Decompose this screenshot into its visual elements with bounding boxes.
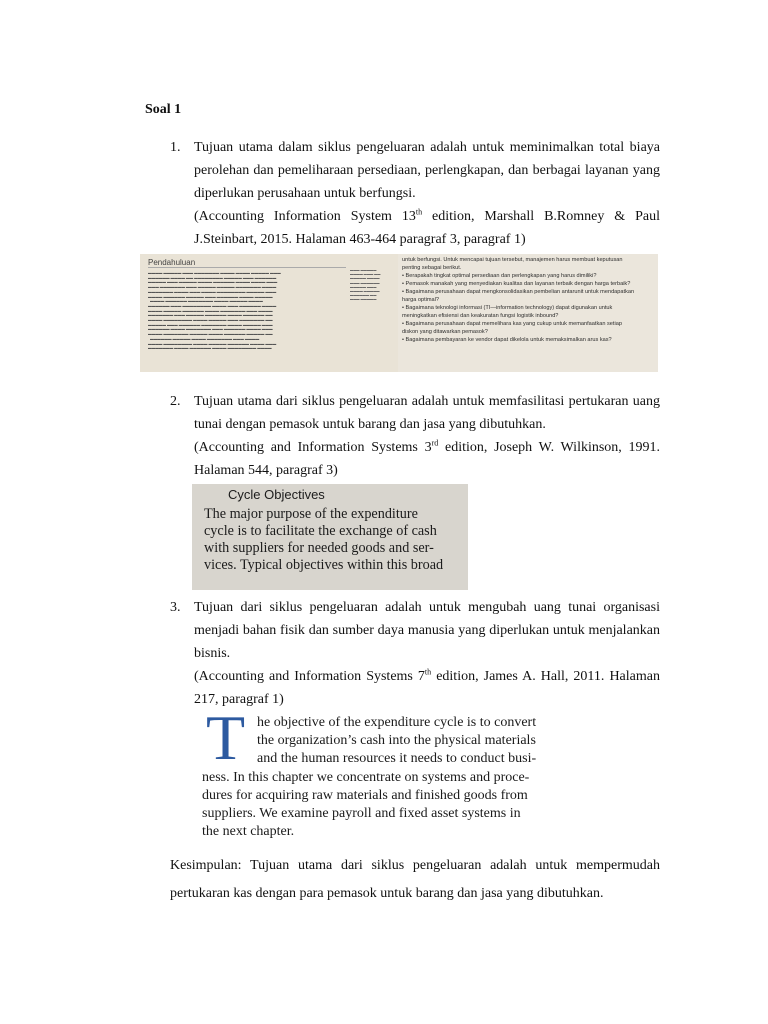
scanned-book-excerpt-2: [192, 484, 468, 590]
item-text: Tujuan utama dalam siklus pengeluaran adalah untuk meminimalkan total biaya perolehan dan pemeliharaan persediaan, perlengkapan, dan berbagai layanan yang diperlukan perusahaan untuk berfungsi.: [194, 140, 660, 201]
section-heading: Soal 1: [145, 102, 182, 117]
list-item-2: [170, 390, 660, 482]
scan-sidebar-illegible: ▬▬▬ ▬▬▬▬▬ ▬▬▬▬ ▬▬▬ ▬▬ ▬▬▬▬▬ ▬▬▬▬ ▬▬▬ ▬▬▬▬▬▬ ▬▬▬▬▬ ▬▬▬ ▬▬▬▬ ▬▬▬▬▬ ▬▬▬▬▬▬ ▬▬ ▬▬▬ ▬▬▬▬▬: [350, 268, 381, 302]
item-number: 1.: [170, 140, 181, 155]
scan-text: he objective of the expenditure cycle is to convert the organization’s cash into the physical materials and the human resources it needs to conduct busi- ness. In this chapter we concentrate on systems and proce- dures for acquiring raw materials and finished goods from suppliers. We examine payroll and fixed asset systems in the next chapter.: [202, 715, 537, 840]
scan-right-column: untuk berfungsi. Untuk mencapai tujuan tersebut, manajemen harus membuat keputusan penting sebagai berikut. • Berapakah tingkat optimal persediaan dan perlengkapan yang harus dimiliki? • Pemasok manakah yang menyediakan kualitas dan layanan terbaik dengan harga terbaik? • Bagaimana perusahaan dapat mengkonsolidasikan pembelian antarunit untuk mendapatkan harga optimal? • Bagaimana teknologi informasi (TI—information technology) dapat digunakan untuk meningkatkan efisiensi dan keakuratan fungsi logistik inbound? • Bagaimana perusahaan dapat memelihara kas yang cukup untuk memanfaatkan setiap diskon yang ditawarkan pemasok? • Bagaimana pembayaran ke vendor dapat dikelola untuk memaksimalkan arus kas?: [398, 254, 658, 372]
scan-illegible-text: ▬▬▬▬ ▬▬▬▬▬ ▬▬▬ ▬▬▬▬▬▬▬ ▬▬▬▬ ▬▬▬▬ ▬▬▬▬▬ ▬▬▬ ▬▬▬▬▬▬ ▬▬▬▬ ▬▬ ▬▬▬▬▬▬▬▬ ▬▬▬▬▬ ▬▬▬ ▬▬▬▬▬▬ ▬▬▬▬▬ ▬▬▬ ▬▬▬▬▬ ▬▬▬▬ ▬▬▬▬▬▬ ▬▬▬▬ ▬▬▬▬ ▬▬▬ ▬▬▬ ▬▬▬▬▬▬▬ ▬▬▬ ▬▬▬▬▬ ▬▬▬▬▬ ▬▬▬▬▬▬▬ ▬▬▬▬ ▬▬▬▬▬▬▬ ▬▬▬▬ ▬▬▬ ▬▬▬▬ ▬▬▬▬▬▬▬▬ ▬▬▬▬▬ ▬▬▬ ▬▬▬▬ ▬▬▬▬▬▬ ▬▬▬▬▬ ▬▬▬ ▬▬▬▬▬▬ ▬▬▬▬ ▬▬▬▬▬ ▬▬▬▬ ▬▬▬▬▬▬ ▬▬▬▬▬▬▬ ▬▬▬▬ ▬▬▬▬▬ ▬▬▬▬ ▬▬▬▬▬▬ ▬▬▬ ▬▬▬▬▬▬▬▬ ▬▬▬▬ ▬▬▬ ▬▬▬▬▬▬ ▬▬▬▬ ▬▬▬▬ ▬▬▬▬▬ ▬▬▬▬▬▬ ▬▬▬▬ ▬▬▬▬▬▬▬ ▬▬▬ ▬▬▬▬ ▬▬▬▬▬▬▬ ▬▬▬ ▬▬▬▬▬ ▬▬▬▬▬▬ ▬▬▬▬ ▬▬▬▬▬▬ ▬▬ ▬▬▬▬ ▬▬▬▬▬▬▬▬ ▬▬▬▬ ▬▬▬▬▬ ▬▬▬ ▬▬▬▬▬▬▬ ▬▬ ▬▬▬▬▬ ▬▬▬ ▬▬▬▬▬▬ ▬▬▬▬▬▬▬ ▬▬▬▬ ▬▬▬▬▬ ▬▬▬ ▬▬▬▬▬▬ ▬▬▬▬ ▬▬▬▬▬▬▬ ▬▬▬ ▬▬▬▬▬▬ ▬▬▬▬ ▬▬▬ ▬▬▬▬ ▬▬▬▬▬▬▬ ▬▬▬▬▬ ▬▬▬▬ ▬▬▬▬▬▬ ▬▬▬▬▬ ▬▬ ▬▬▬▬▬▬ ▬▬▬▬▬ ▬▬▬▬ ▬▬▬▬▬▬▬ ▬▬▬ ▬▬▬▬ ▬▬▬▬ ▬▬▬▬▬▬▬▬ ▬▬▬▬ ▬▬▬▬▬ ▬▬▬▬▬▬ ▬▬▬▬ ▬▬▬ ▬▬▬▬▬▬▬ ▬▬▬▬ ▬▬▬▬▬▬ ▬▬▬▬ ▬▬▬▬▬▬▬▬ ▬▬▬▬: [148, 271, 281, 351]
item-text: Tujuan utama dari siklus pengeluaran adalah untuk memfasilitasi pertukaran uang tunai dengan pemasok untuk barang dan jasa yang dibutuhkan.: [194, 394, 660, 432]
item-reference: (Accounting Information System 13th edition, Marshall B.Romney & Paul J.Steinbart, 2015. Halaman 463-464 paragraf 3, paragraf 1): [194, 207, 660, 247]
conclusion-paragraph: Kesimpulan: Tujuan utama dari siklus pengeluaran adalah untuk mempermudah pertukaran kas dengan para pemasok untuk barang dan jasa yang dibutuhkan.: [170, 858, 660, 901]
item-reference: (Accounting and Information Systems 7th edition, James A. Hall, 2011. Halaman 217, paragraf 1): [194, 667, 660, 707]
scan-title: Cycle Objectives: [228, 487, 325, 502]
item-number: 3.: [170, 600, 181, 615]
scanned-book-excerpt-3: [202, 714, 582, 842]
scan-header: Pendahuluan: [148, 258, 346, 268]
list-item-1: [170, 136, 660, 251]
scan-text: The major purpose of the expenditure cycle is to facilitate the exchange of cash with suppliers for needed goods and ser- vices. Typical objectives within this broad: [204, 506, 444, 573]
drop-cap: T: [206, 714, 246, 773]
scanned-book-excerpt-1: [140, 254, 658, 372]
item-text: Tujuan dari siklus pengeluaran adalah untuk mengubah uang tunai organisasi menjadi bahan fisik dan sumber daya manusia yang diperlukan untuk menjalankan bisnis.: [194, 600, 660, 661]
list-item-3: [170, 596, 660, 711]
item-reference: (Accounting and Information Systems 3rd edition, Joseph W. Wilkinson, 1991. Halaman 544, paragraf 3): [194, 438, 661, 478]
item-number: 2.: [170, 394, 181, 409]
